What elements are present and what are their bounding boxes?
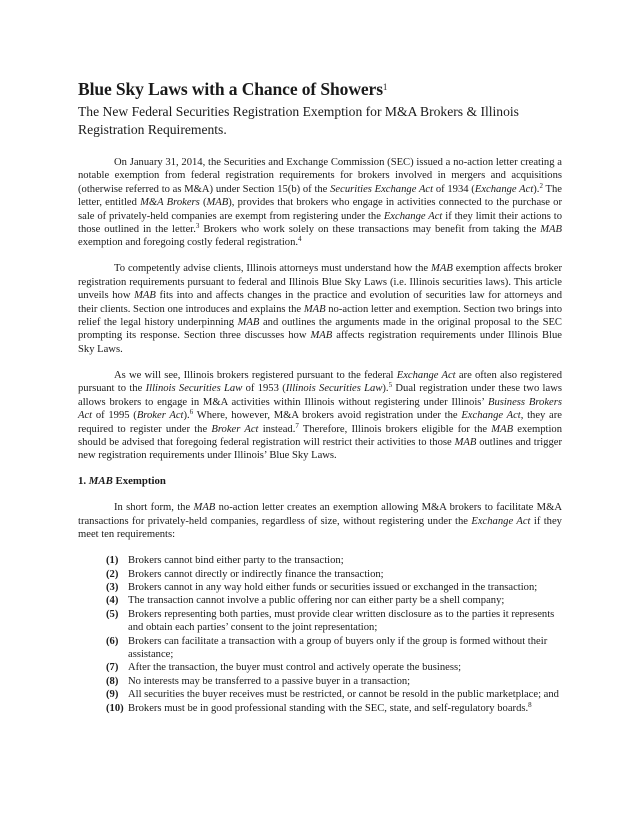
document-title: Blue Sky Laws with a Chance of Showers$^1$ [78, 79, 388, 99]
footnote-ref-6[interactable]: 6 [189, 408, 194, 417]
paragraph-mab-summary: In short form, the MAB no-action letter creates an exemption allowing M&A brokers to facilitate M&A transactions for privately-held companies, regardless of size, without registering under the Exchange Act if they meet ten requirements: [78, 502, 562, 541]
paragraph-overview: To competently advise clients, Illinois attorneys must understand how the MAB exemption affects broker registration requirements pursuant to federal and Illinois Blue Sky Laws (i.e. Illinois securities laws). This article unveils how MAB fits into and affects changes in the practice and evolution of securities law for attorneys and their clients. Section one introduces and explains the MAB no-action letter and exemption. Section two brings into relief the legal history underpinning MAB and outlines the arguments made in the original proposal to the SEC prompting its response. Section three discusses how MAB affects registration requirements under Illinois Blue Sky Laws. [78, 263, 563, 355]
footnote-ref-8[interactable]: 8 [528, 700, 532, 709]
requirement-item: (6) Brokers can facilitate a transaction with a group of buyers only if the group is formed without their assistance; [106, 635, 548, 660]
footnote-ref-3[interactable]: 3 [195, 222, 200, 231]
requirement-item: (5) Brokers representing both parties, must provide clear written disclosure as to the parties it represents and obtain each parties’ consent to the joint representation; [106, 608, 555, 634]
requirement-item: (1) Brokers cannot bind either party to the transaction; [106, 555, 344, 567]
paragraph-illinois: As we will see, Illinois brokers registered pursuant to the federal Exchange Act are often also registered pursuant to the Illinois Securities Law of 1953 (Illinois Securities Law).$^5$ Dual registration under these two laws allows brokers to engage in M&A activities within Illinois without registering under Illinois’ Business Brokers Act of 1995 (Broker Act).$^6$ Where, however, M&A brokers avoid registration under the Exchange Act, they are required to register under the Broker Act instead.$^7$ Therefore, Illinois brokers eligible for the MAB exemption should be advised that foregoing federal registration will restrict their activities to those MAB outlines and trigger new registration requirements under Illinois’ Blue Sky Laws. [78, 369, 562, 462]
section-heading-mab-exemption: 1. MAB Exemption [78, 475, 166, 488]
requirement-item: (2) Brokers cannot directly or indirectly finance the transaction; [106, 568, 384, 580]
requirement-item: (8) No interests may be transferred to a passive buyer in a transaction; [106, 675, 411, 687]
footnote-ref-4[interactable]: 4 [298, 235, 302, 244]
requirement-item: (3) Brokers cannot in any way hold either funds or securities issued or exchanged in the transaction; [106, 581, 538, 593]
footnote-ref-2[interactable]: 2 [539, 181, 543, 190]
requirements-list [78, 554, 562, 715]
requirement-item: (9) All securities the buyer receives must be restricted, or cannot be resold in the public marketplace; and [106, 689, 559, 701]
requirement-item: (10) Brokers must be in good professional standing with the SEC, state, and self-regulatory boards.$^8$ [106, 700, 532, 714]
paragraph-intro: On January 31, 2014, the Securities and Exchange Commission (SEC) issued a no-action letter creating a notable exemption from federal registration requirements for brokers involved in mergers and acquisitions (otherwise referred to as M&A) under Section 15(b) of the Securities Exchange Act of 1934 (Exchange Act).$^2$ The letter, entitled M&A Brokers (MAB), provides that brokers who engage in activities connected to the purchase or sale of privately-held companies are exempt from registering under the Exchange Act if they limit their actions to those outlined in the letter.$^3$ Brokers who work solely on these transactions may benefit from taking the MAB exemption and foregoing costly federal registration.$^4$ [78, 157, 562, 249]
requirement-item: (7) After the transaction, the buyer must control and actively operate the business; [106, 662, 462, 674]
document-subtitle: The New Federal Securities Registration Exemption for M&A Brokers & Illinois Registration Requirements. [78, 104, 519, 137]
requirement-item: (4) The transaction cannot involve a public offering nor can either party be a shell company; [106, 595, 505, 607]
footnote-ref-1[interactable]: 1 [382, 82, 388, 92]
footnote-ref-7[interactable]: 7 [295, 421, 299, 430]
footnote-ref-5[interactable]: 5 [388, 381, 393, 390]
document-body [78, 156, 562, 715]
